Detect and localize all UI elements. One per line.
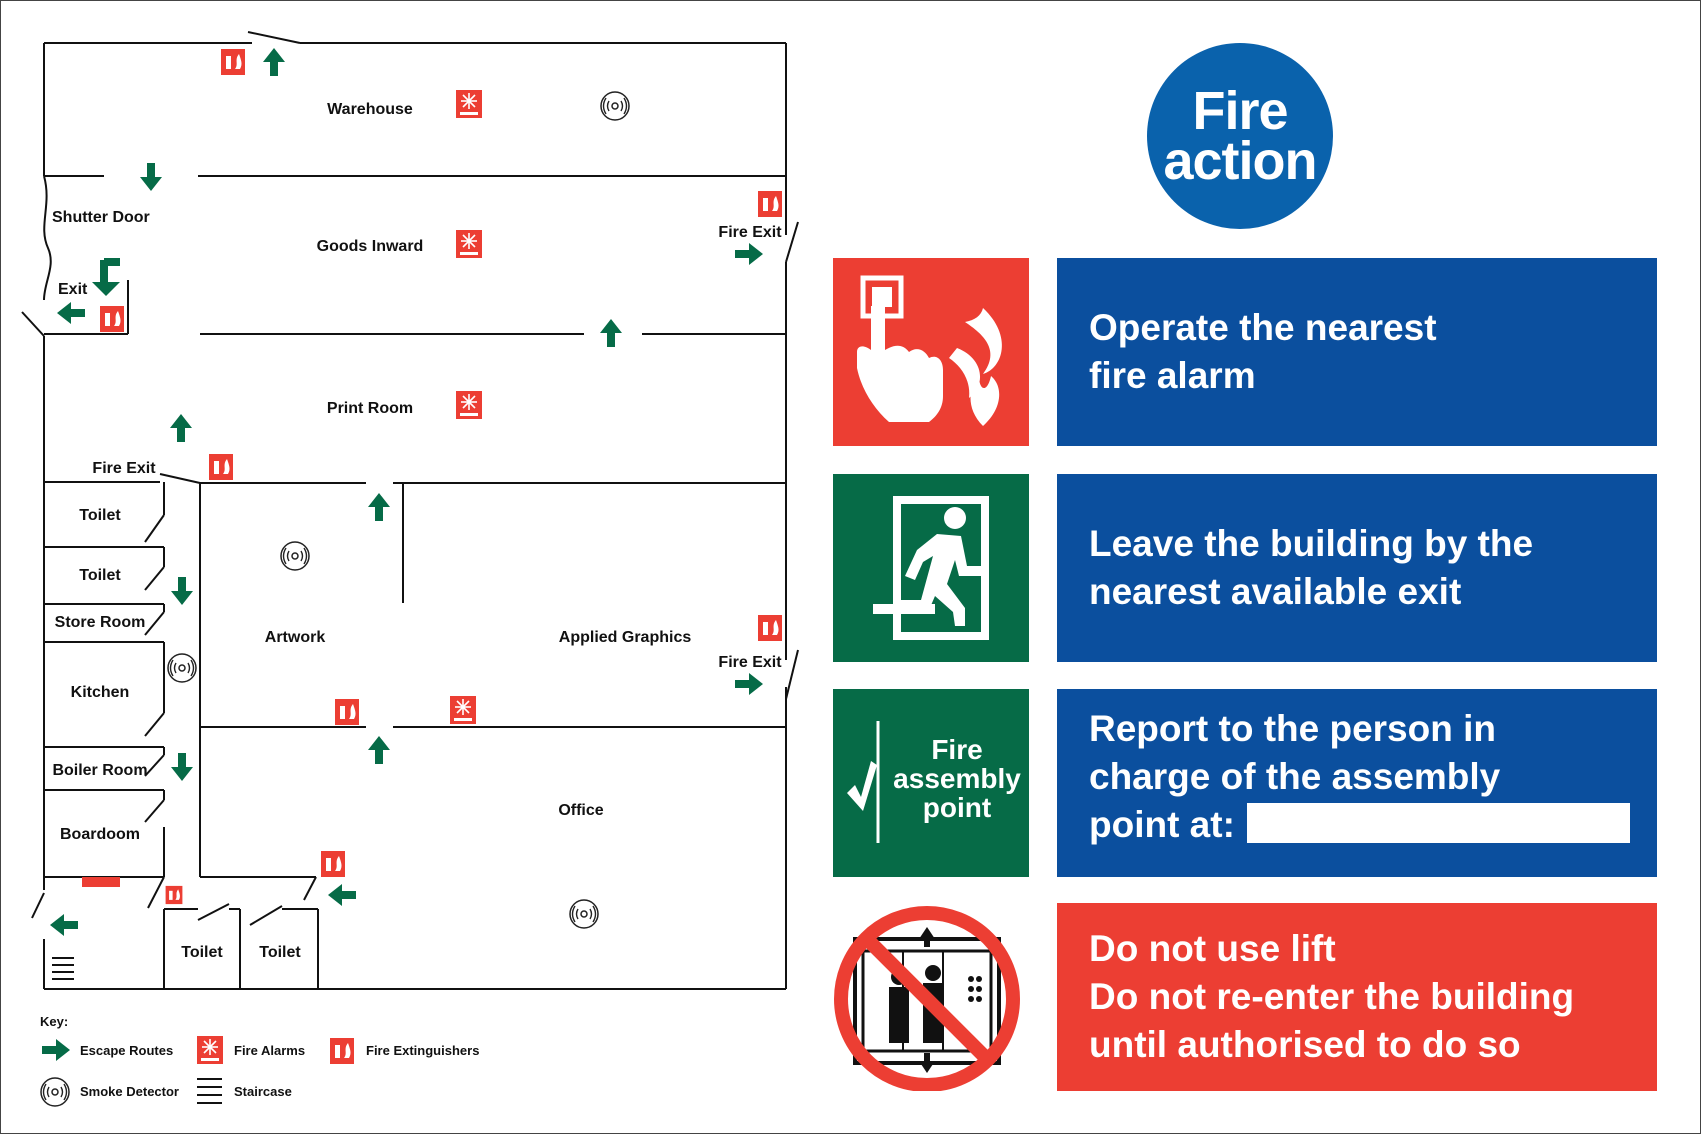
instruction-no-lift [1057,903,1657,1091]
badge-title-line2: action [1163,131,1317,191]
escape-arrow-icon [42,1039,70,1061]
smoke-detector-icon [281,542,309,570]
smoke-detector-icon [601,92,629,120]
instruction-leave-building [1057,474,1657,662]
fire-extinguisher-icon [166,886,183,904]
room-label-exit: Exit [58,281,88,298]
key-fire-extinguishers: Fire Extinguishers [366,1043,480,1058]
room-label-toilet-1: Toilet [79,507,121,524]
escape-arrow-icon [170,414,192,442]
building-walls [22,32,798,989]
escape-arrow-icon [171,753,193,781]
escape-arrow-icon [57,302,85,324]
escape-arrow-icon [171,577,193,605]
escape-arrow-icon [140,163,162,191]
escape-arrow-icon [328,884,356,906]
instruction-text: Operate the nearest fire alarm [1089,307,1437,396]
room-label-office: Office [558,802,604,819]
escape-arrow-icon [368,736,390,764]
key-escape-routes: Escape Routes [80,1043,174,1058]
fire-extinguisher-icon [100,306,124,332]
room-label-goods-inward: Goods Inward [316,238,424,255]
key-fire-alarms: Fire Alarms [234,1043,306,1058]
room-label-toilet-3: Toilet [181,944,223,961]
assembly-point-label: Fire assembly point [893,734,1021,823]
instruction-text-line1: Report to the person in [1089,708,1496,749]
key-legend [40,1014,479,1106]
no-lift-icon [833,903,1029,1091]
fire-action-badge [1147,43,1333,229]
running-man-exit-icon [833,474,1029,662]
fire-exit-label-bottom: Fire Exit [718,654,782,671]
room-label-artwork: Artwork [264,629,326,646]
fire-alarm-call-point-icon [833,258,1029,446]
assembly-point-entry-field[interactable] [1247,803,1630,843]
fire-alarm-icon [450,696,476,724]
key-smoke-detector: Smoke Detector [80,1084,179,1099]
room-label-toilet-2: Toilet [79,567,121,584]
fire-extinguisher-icon [209,454,233,480]
fire-extinguisher-icon [221,49,245,75]
fire-extinguisher-icon [758,615,782,641]
room-label-shutter-door: Shutter Door [52,209,150,226]
escape-arrow-icon [735,243,763,265]
fire-extinguisher-icon [321,851,345,877]
staircase-icon [52,958,74,979]
smoke-detector-icon [168,654,196,682]
badge-title-line1: Fire [1192,81,1288,141]
fire-alarm-icon [456,90,482,118]
smoke-detector-icon [41,1078,69,1106]
instruction-operate-alarm [1057,258,1657,446]
instruction-text-line3: point at: [1089,804,1235,845]
fire-assembly-point-icon [833,689,1029,877]
instruction-report-assembly [1057,689,1657,877]
fire-alarm-icon [456,391,482,419]
room-label-toilet-4: Toilet [259,944,301,961]
key-title: Key: [40,1014,69,1029]
floor-plan [0,0,800,1136]
instruction-text: Leave the building by the nearest available exit [1089,523,1534,612]
fire-alarm-icon [197,1036,223,1064]
fire-alarms [450,90,482,724]
fire-extinguisher-icon [330,1038,354,1064]
room-label-store-room: Store Room [54,614,146,631]
escape-arrow-icon [92,258,120,296]
instruction-text: Do not use lift Do not re-enter the building until authorised to do so [1089,928,1575,1065]
fire-alarm-icon [456,230,482,258]
room-label-fire-exit-left: Fire Exit [92,460,156,477]
smoke-detector-icon [570,900,598,928]
room-label-print-room: Print Room [326,400,414,417]
escape-routes [50,48,763,936]
instruction-text-line2: charge of the assembly [1089,756,1501,797]
fire-exit-label-top: Fire Exit [718,224,782,241]
room-label-boardoom: Boardoom [60,826,140,843]
room-label-warehouse: Warehouse [327,101,413,118]
escape-arrow-icon [735,673,763,695]
escape-arrow-icon [263,48,285,76]
fire-extinguisher-icon [335,699,359,725]
room-label-boiler-room: Boiler Room [52,762,148,779]
escape-arrow-icon [368,493,390,521]
escape-arrow-icon [50,914,78,936]
escape-arrow-icon [600,319,622,347]
fire-extinguishers [100,49,782,904]
key-staircase: Staircase [234,1084,292,1099]
room-label-kitchen: Kitchen [70,684,130,701]
fire-extinguisher-icon [758,191,782,217]
staircase-icon [197,1079,222,1103]
room-label-applied-graphics: Applied Graphics [558,629,692,646]
